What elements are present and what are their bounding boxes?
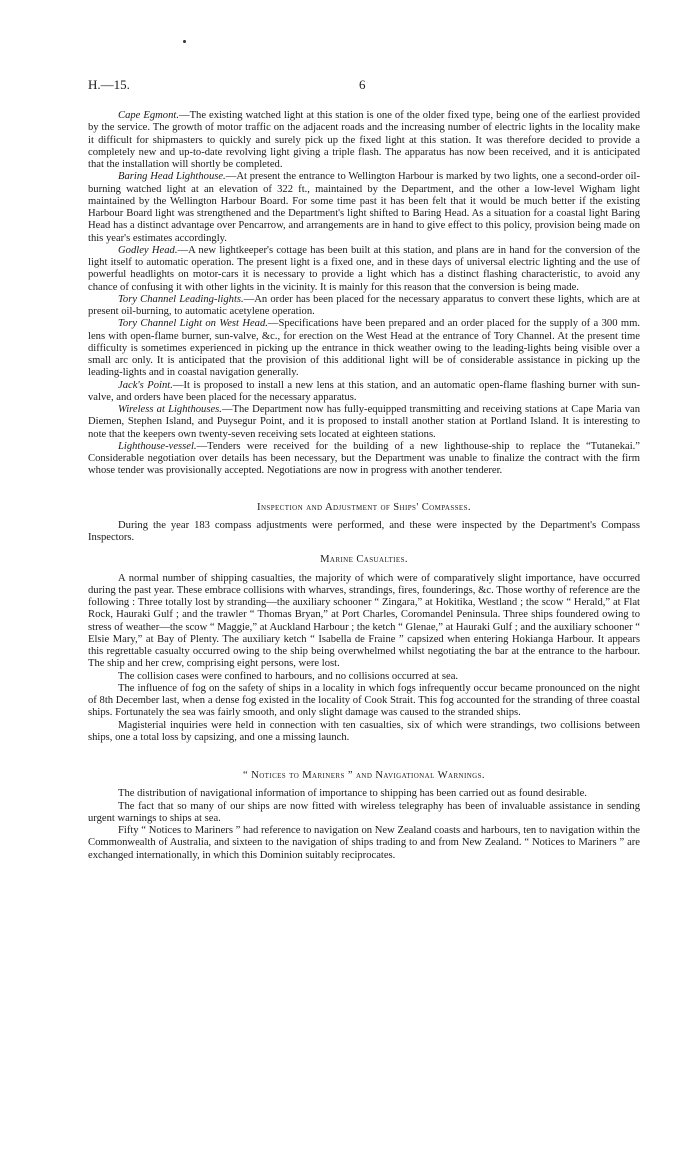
paragraph-lead: Baring Head Lighthouse. (118, 171, 226, 183)
paragraph-text: —It is proposed to install a new lens at this station, and an automatic open-flame flashing burner with sun-valve, and orders have been placed for the necessary apparatus. (88, 379, 640, 403)
paragraph-text: —An order has been placed for the necessary apparatus to convert these lights, which are at present oil-burning, to automatic acetylene operation. (88, 293, 640, 317)
report-reference: H.—15. (88, 77, 130, 92)
paragraph-lead: Cape Egmont. (118, 110, 179, 121)
notices-section (88, 788, 640, 862)
paragraph: During the year 183 compass adjustments were performed, and these were inspected by the Department's Compass Inspectors. (88, 519, 640, 543)
paragraph: The distribution of navigational information of importance to shipping has been carried out as found desirable. (118, 788, 587, 800)
paragraph: Fifty “ Notices to Mariners ” had reference to navigation on New Zealand coasts and harbours, ten to navigation within the Commonwealth of Australia, and sixteen to the navigation of ships trading to and from New Zealand. “ Notices to Mariners ” are exchanged internationally, in which this Dominion suitably reciprocates. (88, 825, 640, 861)
paragraph-text: —At present the entrance to Wellington Harbour is marked by two lights, one a second-order oil-burning watched light at an elevation of 322 ft., maintained by the Department, and the other a low-level Wigham light maintained by the Wellington Harbour Board. For some time past it has been felt that it would be much better if the existing Harbour Board light was strengthened and the Department's light shifted to Baring Head. As a situation for a coastal light Baring Head has a distinct advantage over Pencarrow, and arrangements are in hand to give effect to this policy, provision being made on this year's estimates accordingly. (88, 171, 640, 244)
page-mark (183, 40, 186, 43)
casualties-section (88, 573, 640, 745)
paragraph-tory-channel-leading (88, 294, 640, 319)
section-heading-notices: “ Notices to Mariners ” and Navigational Warnings. (243, 770, 485, 781)
paragraph-text: —The existing watched light at this station is one of the older fixed type, being one of the earliest provided by the service. The growth of motor traffic on the adjacent roads and the increasing number of electric lights in the locality make it difficult for shipmasters to quickly and surely pick up the fixed light at this station. It was therefore decided to provide a completely new and up-to-date revolving light giving a triple flash. The apparatus has now been received, and it is anticipated that the installation will shortly be completed. (88, 110, 640, 170)
paragraph-lead: Wireless at Lighthouses. (118, 404, 222, 415)
paragraph: Magisterial inquiries were held in connection with ten casualties, six of which were strandings, two collisions between ships, one a total loss by capsizing, and one a missing launch. (88, 719, 640, 743)
paragraph-lead: Tory Channel Light on West Head. (118, 318, 268, 330)
paragraph-lead: Lighthouse-vessel. (118, 440, 197, 452)
paragraph-godley-head (88, 245, 640, 294)
page-header (88, 77, 640, 93)
paragraph-text: —A new lightkeeper's cottage has been built at this station, and plans are in hand for the conversion of the light itself to automatic operation. The present light is a fixed one, and in these days of universal electric lighting and the use of powerful headlights on motor-cars it is necessary to provide a light which has a distinct flashing characteristic, to avoid any chance of confusing it with other lights in the vicinity. It is mainly for this reason that the conversion is being made. (88, 244, 640, 293)
paragraph: A normal number of shipping casualties, the majority of which were of comparatively slight importance, have occurred during the past year. These embrace collisions with wharves, strandings, fires, founderings, &c. Those worthy of reference are the following : Three totally lost by stranding—the auxiliary schooner “ Zingara,” at Hokitika, Westland ; the scow “ Herald,” at Flat Rock, Hauraki Gulf ; and the trawler “ Thomas Bryan,” at Port Charles, Coromandel Peninsula. Three ships foundered owing to stress of weather—the scow “ Maggie,” at Auckland Harbour ; the ketch “ Glenae,” at Hauraki Gulf ; and the auxiliary schooner “ Elsie Mary,” at Bay of Plenty. The auxiliary ketch “ Isabella de Fraine ” capsized when entering Hokianga Harbour. It appears this regrettable casualty occurred owing to the ship being overwhelmed whilst negotiating the bar at the entrance to the harbour. The ship and her crew, comprising eight persons, were lost. (88, 572, 640, 670)
paragraph-lead: Godley Head. (118, 244, 178, 256)
document-body (88, 110, 640, 862)
paragraph-wireless (88, 404, 640, 441)
paragraph-tory-channel-west-head (88, 318, 640, 379)
compasses-section (88, 520, 640, 545)
paragraph: The collision cases were confined to harbours, and no collisions occurred at sea. (118, 670, 459, 682)
paragraph: The influence of fog on the safety of ships in a locality in which fogs infrequently occur became pronounced on the night of 8th December last, when a dense fog existed in the locality of Cook Strait. This fog accounted for the stranding of three coastal ships. Fortunately the sea was fairly smooth, and only slight damage was caused to the stranded ships. (88, 682, 640, 719)
paragraph: The fact that so many of our ships are now fitted with wireless telegraphy has been of invaluable assistance in sending urgent warnings to ships at sea. (88, 800, 640, 824)
paragraph-jacks-point (88, 380, 640, 405)
paragraph-lighthouse-vessel (88, 441, 640, 478)
section-heading-casualties: Marine Casualties. (320, 554, 408, 566)
page-number: 6 (359, 77, 366, 92)
paragraph-lead: Jack's Point. (118, 379, 173, 391)
paragraph-text: —Specifications have been prepared and an order placed for the supply of a 300 mm. lens with open-flame burner, sun-valve, &c., for erection on the West Head at the entrance of Tory Channel. At the present time difficulty is sometimes experienced in picking up the entrance in thick weather owing to the leading-lights being visible over a small arc only. It is anticipated that the provision of this additional light will be of considerable assistance in picking up the leading-lights and in coastal navigation generally. (88, 318, 640, 379)
paragraph-text: —Tenders were received for the building of a new lighthouse-ship to replace the “Tutanekai.” Considerable negotiation over details has been necessary, but the Department was unable to finalize the contract with the firm whose tender was provisionally accepted. Negotiations are now in progress with another tenderer. (88, 440, 640, 477)
paragraph-lead: Tory Channel Leading-lights. (118, 293, 244, 305)
lights-section (88, 110, 640, 478)
section-heading-compasses: Inspection and Adjustment of Ships' Compasses. (257, 501, 471, 513)
paragraph-cape-egmont (88, 110, 640, 171)
paragraph-text: —The Department now has fully-equipped transmitting and receiving stations at Cape Maria van Diemen, Stephen Island, and Puysegur Point, and it is proposed to install another station at Portland Island. It is interesting to note that the keepers own twenty-seven receiving sets located at eighteen stations. (88, 404, 640, 440)
paragraph-baring-head (88, 171, 640, 245)
